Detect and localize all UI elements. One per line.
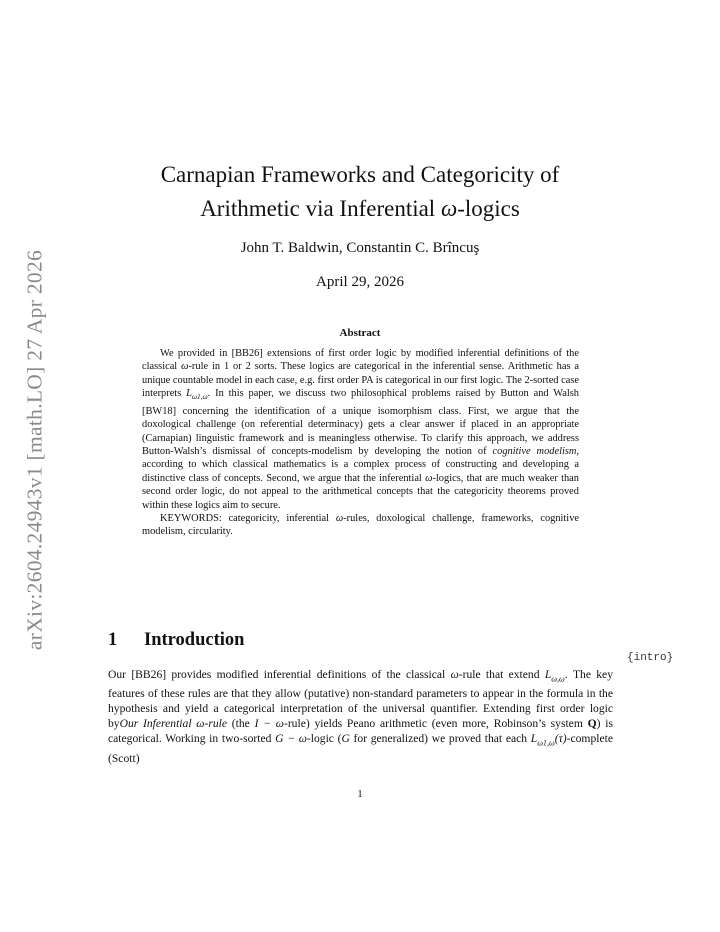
abstract — [142, 347, 579, 539]
emphasis: Our Inferential — [119, 717, 197, 731]
abstract-heading: Abstract — [339, 327, 381, 339]
text: (the — [227, 717, 255, 731]
text: -logics, that are much weaker than second order logic, do not appeal to the arithmetical concepts that the categoricity theorems proved within these logics aim to secure. — [142, 472, 579, 511]
arxiv-side-stamp — [15, 245, 55, 655]
section-heading — [108, 630, 244, 651]
text: Our [BB26] provides modified inferential definitions of the classical — [108, 668, 451, 681]
omega-symbol: ω — [181, 361, 189, 373]
math-subscript: ω1,ω — [191, 393, 208, 402]
intro-paragraph — [108, 667, 613, 766]
math-tau: (τ) — [554, 732, 567, 746]
text: -rule in 1 or 2 sorts. These logics are categorical in the inferential sense. Arithmetic has a unique countable model in each case, e.g. first order PA is categorical in our first logic. The 2-sorted case interprets — [142, 361, 579, 400]
date: April 29, 2026 — [316, 274, 404, 290]
authors: John T. Baldwin, Constantin C. Brîncuş — [240, 240, 480, 256]
text: . The key features of these rules are that they allow (putative) non-standard parameters to appear in the formula in the hypothesis and yield a categorical interpretation of the universal quantifier. Extending first order logic by — [108, 668, 613, 731]
arxiv-identifier: arXiv:2604.24943v1 [math.LO] 27 Apr 2026 — [22, 249, 47, 651]
text: for generalized) we proved that each — [349, 732, 531, 746]
math-G-omega: G − ω — [275, 732, 307, 746]
title-text: Arithmetic via Inferential — [200, 196, 441, 221]
paper-title — [108, 158, 612, 226]
text: -rule that extend — [458, 668, 545, 681]
math-subscript: ω,ω — [551, 674, 565, 684]
title-text: -logics — [457, 196, 520, 221]
text: -complete (Scott) — [108, 732, 613, 765]
math-rule: I − ω — [254, 717, 284, 731]
text: ) is categorical. Working in two-sorted — [108, 717, 613, 746]
text: , according to which classical mathematics is a complex process of constructing and developing a distinctive class of concepts. Second, we argue that the inferential — [142, 445, 579, 484]
omega-symbol: ω — [440, 196, 458, 221]
omega-symbol: ω — [450, 668, 459, 681]
title-line-2 — [108, 192, 612, 226]
keywords-paragraph — [142, 512, 579, 539]
omega-symbol: ω — [196, 717, 205, 731]
title-line-1: Carnapian Frameworks and Categoricity of — [160, 162, 560, 187]
page-number: 1 — [357, 788, 363, 800]
emphasis: cognitive modelism — [492, 445, 577, 457]
text: We provided in [BB26] extensions of first order logic by modified inferential definitions of the classical — [142, 348, 579, 373]
omega-symbol: ω — [335, 512, 344, 524]
text: -rules, doxological challenge, frameworks, cognitive modelism, circularity. — [142, 512, 580, 538]
abstract-paragraph — [142, 347, 579, 512]
math-G: G — [341, 732, 350, 746]
section-number: 1 — [108, 630, 118, 650]
emphasis: -rule — [204, 717, 228, 731]
section-label: {intro} — [627, 652, 674, 664]
section-title: Introduction — [144, 630, 245, 650]
math-bold-Q: Q — [587, 717, 597, 731]
math-L: L — [544, 668, 552, 681]
text: . In this paper, we discuss two philosophical problems raised by Button and Walsh [BW18] concerning the identification of a unique isomorphism class. First, we argue that the doxological challenge (on referential determinacy) gets a clear answer if placed in an appropriate (Carnapian) linguistic framework and is meaningless otherwise. To clarify this approach, we address Button-Walsh’s dismissal of concepts-modelism by developing the notion of — [142, 388, 579, 457]
text: KEYWORDS: categoricity, inferential — [160, 512, 336, 524]
math-L: L — [530, 732, 538, 746]
math-subscript: ω1,ω — [537, 738, 555, 748]
omega-symbol: ω — [425, 472, 433, 484]
body-paragraph — [108, 667, 613, 766]
text: -logic ( — [306, 732, 342, 746]
text: -rule) yields Peano arithmetic (even more, Robinson’s system — [283, 717, 588, 731]
math-L: L — [186, 388, 192, 400]
